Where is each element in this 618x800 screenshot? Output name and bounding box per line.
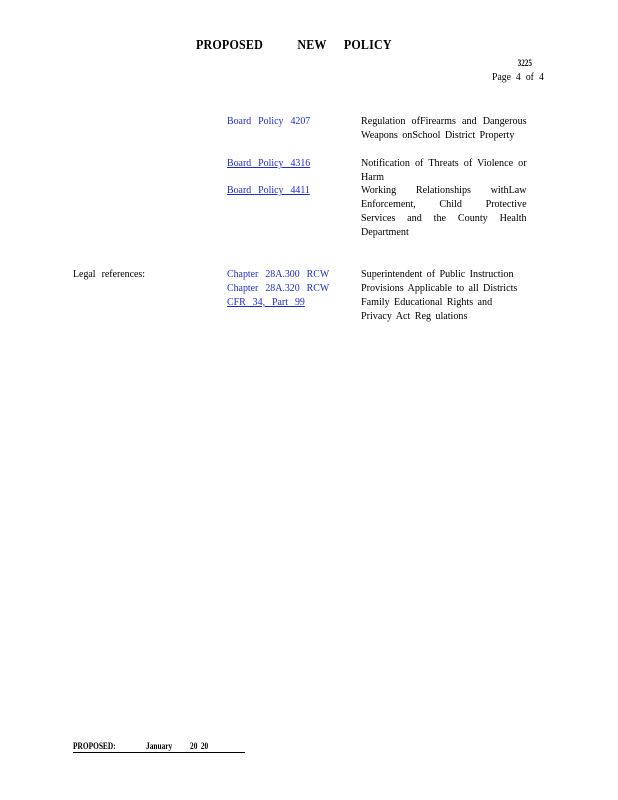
board-policy-4411-link[interactable]: Board Policy 4411	[227, 184, 310, 196]
legal-description-line: Privacy Act Reg ulations	[361, 310, 468, 322]
cross-reference-description: Working Relationships withLaw Enforcement, Child Protective Services and the County Health Department	[361, 184, 527, 238]
cross-reference-row	[227, 183, 319, 197]
legal-references-label: Legal references:	[73, 268, 146, 280]
page-indicator: Page 4 of 4	[492, 71, 544, 83]
title-word-policy: POLICY	[343, 38, 392, 53]
policy-number: 3225	[517, 58, 532, 68]
legal-description-line: Provisions Applicable to all Districts	[361, 282, 518, 294]
title-word-new: NEW	[297, 38, 327, 53]
chapter-28a320-rcw-link[interactable]: Chapter 28A.320 RCW	[227, 282, 330, 294]
cross-reference-row	[227, 114, 320, 128]
legal-reference-row	[227, 267, 341, 281]
legal-description-line: Superintendent of Public Instruction	[361, 268, 514, 280]
page-title	[196, 38, 392, 54]
title-word-proposed: PROPOSED	[196, 38, 263, 53]
cross-reference-description: Notification of Threats of Violence or Harm	[361, 157, 527, 183]
legal-reference-row	[227, 281, 341, 295]
chapter-28a300-rcw-link[interactable]: Chapter 28A.300 RCW	[227, 268, 330, 280]
footer-label: PROPOSED:	[73, 741, 116, 751]
legal-reference-row	[227, 295, 314, 309]
footer-proposed-date	[73, 740, 245, 753]
cfr-34-part-99-link[interactable]: CFR 34, Part 99	[227, 296, 305, 308]
board-policy-4207-link[interactable]: Board Policy 4207	[227, 115, 311, 127]
footer-year: 20 20	[190, 741, 209, 751]
legal-description-line: Family Educational Rights and	[361, 296, 493, 308]
cross-reference-description: Regulation ofFirearms and Dangerous Weapons onSchool District Property	[361, 115, 527, 141]
legal-reference-description	[361, 267, 527, 323]
cross-reference-row	[227, 156, 320, 170]
board-policy-4316-link[interactable]: Board Policy 4316	[227, 157, 311, 169]
footer-month: January	[146, 741, 173, 751]
